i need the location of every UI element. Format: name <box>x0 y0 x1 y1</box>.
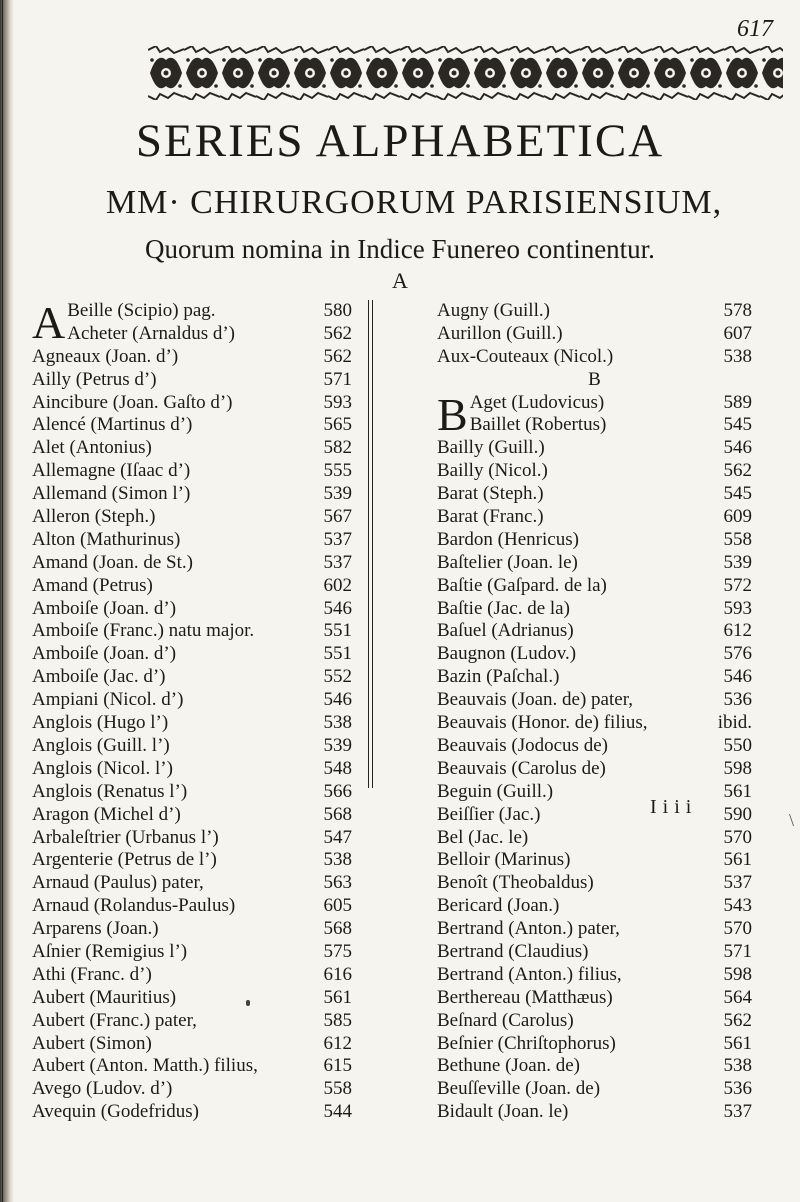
entry-page: 550 <box>723 734 752 756</box>
entry-page: 602 <box>323 574 352 596</box>
entry-name: Amboiſe (Joan. d’) <box>32 597 177 619</box>
entry-name: Aubert (Simon) <box>32 1032 152 1054</box>
entry-page: 544 <box>323 1101 352 1123</box>
entry-name: Berthereau (Matthæus) <box>437 986 613 1008</box>
entry-name: Anglois (Nicol. l’) <box>32 757 173 779</box>
entry-name: Barat (Steph.) <box>437 483 544 505</box>
index-entry <box>437 483 752 506</box>
index-entry <box>32 506 352 529</box>
section-letter-b: B <box>588 368 601 390</box>
entry-name: Anglois (Guill. l’) <box>32 734 170 756</box>
entry-page: 568 <box>323 918 352 940</box>
entry-page: 576 <box>723 643 752 665</box>
column-rule <box>368 300 369 788</box>
entry-page: 562 <box>323 322 352 344</box>
index-entry <box>437 552 752 575</box>
index-entry <box>32 598 352 621</box>
index-entry <box>32 346 352 369</box>
entry-page: 571 <box>323 368 352 390</box>
entry-name: Beſnard (Carolus) <box>437 1009 574 1031</box>
ornament-band <box>148 46 783 100</box>
entry-name: Baſtie (Jac. de la) <box>437 597 570 619</box>
index-entry <box>437 620 752 643</box>
entry-page: 568 <box>323 803 352 825</box>
entry-page: 578 <box>723 300 752 321</box>
entry-name: Beuſſeville (Joan. de) <box>437 1078 601 1100</box>
entry-page: 548 <box>323 757 352 779</box>
entry-name: Beſnier (Chriſtophorus) <box>437 1032 616 1054</box>
entry-name: Bel (Jac. le) <box>437 826 529 848</box>
entry-page: 545 <box>723 414 752 436</box>
index-entry <box>32 529 352 552</box>
entry-name: Aubert (Anton. Matth.) filius, <box>32 1055 258 1077</box>
entry-name: Aubert (Mauritius) <box>32 986 177 1008</box>
index-entry <box>32 872 352 895</box>
index-entry <box>437 575 752 598</box>
entry-page: 609 <box>723 506 752 528</box>
index-entry <box>32 827 352 850</box>
entry-page: 607 <box>723 322 752 344</box>
entry-page: 605 <box>323 895 352 917</box>
entry-name: Bertrand (Anton.) filius, <box>437 963 622 985</box>
entry-page: 563 <box>323 872 352 894</box>
index-entry <box>437 346 752 369</box>
entry-name: Amboiſe (Franc.) natu major. <box>32 620 255 642</box>
entry-page: 539 <box>723 551 752 573</box>
entry-name: Argenterie (Petrus de l’) <box>32 849 217 871</box>
index-entry <box>437 643 752 666</box>
index-entry <box>437 758 752 781</box>
index-entry <box>437 849 752 872</box>
entry-page: 537 <box>723 872 752 894</box>
index-entry <box>437 666 752 689</box>
page-subtitle: MM· CHIRURGORUM PARISIENSIUM, <box>105 184 723 221</box>
index-entry <box>32 643 352 666</box>
index-entry <box>437 987 752 1010</box>
entry-name: Baugnon (Ludov.) <box>437 643 577 665</box>
entry-name: Bidault (Joan. le) <box>437 1101 569 1123</box>
drop-cap-a: A <box>32 297 66 348</box>
entry-name: Amand (Joan. de St.) <box>32 551 193 573</box>
index-entry <box>32 1055 352 1078</box>
entry-name: Beiſſier (Jac.) <box>437 803 541 825</box>
entry-page: 538 <box>723 345 752 367</box>
entry-page: 566 <box>323 780 352 802</box>
index-entry <box>437 323 752 346</box>
entry-page: 537 <box>723 1101 752 1123</box>
entry-page: 539 <box>323 483 352 505</box>
entry-name: Beille (Scipio) pag. <box>67 300 216 321</box>
right-first-entry <box>437 388 752 440</box>
index-entry <box>437 300 752 323</box>
index-entry <box>437 437 752 460</box>
entry-page: 555 <box>323 460 352 482</box>
entry-page: 598 <box>723 963 752 985</box>
signature-mark: Iiii <box>650 796 698 818</box>
index-entry <box>437 506 752 529</box>
entry-page: 546 <box>723 437 752 459</box>
left-column <box>32 297 352 1124</box>
entry-name: Baſtie (Gaſpard. de la) <box>437 574 607 596</box>
margin-mark: \ <box>789 810 795 830</box>
index-entry <box>437 872 752 895</box>
entry-page: 616 <box>323 963 352 985</box>
entry-page: 561 <box>723 849 752 871</box>
book-spine-edge <box>2 0 3 1202</box>
index-entry <box>32 712 352 735</box>
index-entry <box>437 941 752 964</box>
index-entry <box>437 689 752 712</box>
entry-page: 536 <box>723 1078 752 1100</box>
entry-name: Bailly (Guill.) <box>437 437 545 459</box>
entry-name: Anglois (Hugo l’) <box>32 712 169 734</box>
entry-name: Aubert (Franc.) pater, <box>32 1009 197 1031</box>
entry-page: 612 <box>723 620 752 642</box>
entry-page: 551 <box>323 643 352 665</box>
entry-name: Arparens (Joan.) <box>32 918 159 940</box>
entry-name: Arbaleſtrier (Urbanus l’) <box>32 826 219 848</box>
page-intro: Quorum nomina in Indice Funereo continentur. <box>145 234 655 264</box>
left-first-entry <box>32 297 352 348</box>
entry-page: 538 <box>323 849 352 871</box>
entry-name: Aſnier (Remigius l’) <box>32 940 188 962</box>
entry-name: Beauvais (Joan. de) pater, <box>437 689 634 711</box>
entry-page: 558 <box>723 528 752 550</box>
column-rule <box>372 300 373 788</box>
entry-page: 561 <box>723 1032 752 1054</box>
index-entry <box>437 712 752 735</box>
entry-page: 585 <box>323 1009 352 1031</box>
entry-page: 558 <box>323 1078 352 1100</box>
entry-name: Amboiſe (Joan. d’) <box>32 643 177 665</box>
entry-page: 551 <box>323 620 352 642</box>
entry-name: Bericard (Joan.) <box>437 895 560 917</box>
entry-name: Allemand (Simon l’) <box>32 483 191 505</box>
entry-name: Allemagne (Iſaac d’) <box>32 460 191 482</box>
entry-name: Acheter (Arnaldus d’) <box>67 322 235 344</box>
entry-name: Beauvais (Honor. de) filius, <box>437 712 648 734</box>
entry-page: 538 <box>323 712 352 734</box>
entry-page: 543 <box>723 895 752 917</box>
entry-name: Arnaud (Paulus) pater, <box>32 872 204 894</box>
entry-name: Beguin (Guill.) <box>437 780 554 802</box>
entry-name: Beauvais (Carolus de) <box>437 757 606 779</box>
entry-page: 546 <box>323 689 352 711</box>
entry-page: 567 <box>323 506 352 528</box>
ink-speck <box>246 1000 250 1006</box>
index-entry <box>437 598 752 621</box>
entry-name: Alet (Antonius) <box>32 437 152 459</box>
page-number: 617 <box>737 16 773 42</box>
entry-page: 538 <box>723 1055 752 1077</box>
index-entry <box>437 460 752 483</box>
entry-page: 561 <box>723 780 752 802</box>
entry-page: 545 <box>723 483 752 505</box>
index-entry <box>437 1010 752 1033</box>
entry-name: Aux-Couteaux (Nicol.) <box>437 345 614 367</box>
entry-name: Bertrand (Anton.) pater, <box>437 918 620 940</box>
entry-page: 565 <box>323 414 352 436</box>
entry-name: Baſuel (Adrianus) <box>437 620 574 642</box>
index-entry <box>32 689 352 712</box>
entry-name: Beauvais (Jodocus de) <box>437 734 608 756</box>
index-entry <box>32 918 352 941</box>
entry-name: Benoît (Theobaldus) <box>437 872 594 894</box>
entry-page: 536 <box>723 689 752 711</box>
entry-page: 570 <box>723 826 752 848</box>
entry-page: 593 <box>723 597 752 619</box>
entry-page: 589 <box>723 391 752 413</box>
entry-page: 598 <box>723 757 752 779</box>
entry-name: Alleron (Steph.) <box>32 506 156 528</box>
entry-page: 547 <box>323 826 352 848</box>
drop-cap-b: B <box>437 388 468 440</box>
entry-page: 564 <box>723 986 752 1008</box>
index-entry <box>32 1010 352 1033</box>
entry-name: Bailly (Nicol.) <box>437 460 548 482</box>
index-entry <box>437 529 752 552</box>
entry-page: 539 <box>323 734 352 756</box>
entry-page: 562 <box>323 345 352 367</box>
entry-name: Barat (Franc.) <box>437 506 544 528</box>
index-entry <box>32 1033 352 1056</box>
entry-page: 537 <box>323 528 352 550</box>
entry-page: 552 <box>323 666 352 688</box>
entry-page: 546 <box>723 666 752 688</box>
index-entry <box>32 369 352 392</box>
entry-name: Amand (Petrus) <box>32 574 153 596</box>
index-entry <box>32 460 352 483</box>
index-entry <box>32 666 352 689</box>
entry-name: Aurillon (Guill.) <box>437 322 563 344</box>
index-entry <box>437 1033 752 1056</box>
index-entry <box>32 392 352 415</box>
index-entry <box>32 987 352 1010</box>
index-entry <box>32 804 352 827</box>
index-entry <box>32 895 352 918</box>
entry-name: Bethune (Joan. de) <box>437 1055 580 1077</box>
index-entry <box>32 414 352 437</box>
entry-page: 537 <box>323 551 352 573</box>
entry-name: Belloir (Marinus) <box>437 849 571 871</box>
right-column <box>437 300 752 1124</box>
entry-name: Ailly (Petrus d’) <box>32 368 157 390</box>
entry-name: Ampiani (Nicol. d’) <box>32 689 184 711</box>
entry-page: 561 <box>323 986 352 1008</box>
entry-name: Avego (Ludov. d’) <box>32 1078 173 1100</box>
right-entry-list-b <box>437 437 752 1124</box>
entry-name: Aincibure (Joan. Gaſto d’) <box>32 391 233 413</box>
index-entry <box>32 735 352 758</box>
entry-page: 572 <box>723 574 752 596</box>
index-entry <box>437 895 752 918</box>
entry-page: 562 <box>723 460 752 482</box>
entry-page: 570 <box>723 918 752 940</box>
ornament-band-graphic <box>148 46 783 100</box>
index-entry <box>32 483 352 506</box>
entry-page: ibid. <box>717 712 752 734</box>
index-entry <box>437 735 752 758</box>
right-entry-list-a <box>437 300 752 369</box>
entry-name: Agneaux (Joan. d’) <box>32 345 179 367</box>
entry-name: Athi (Franc. d’) <box>32 963 152 985</box>
entry-name: Baillet (Robertus) <box>469 414 607 436</box>
index-entry <box>32 849 352 872</box>
entry-page: 582 <box>323 437 352 459</box>
entry-page: 615 <box>323 1055 352 1077</box>
index-entry <box>32 758 352 781</box>
entry-page: 562 <box>723 1009 752 1031</box>
index-entry <box>32 620 352 643</box>
left-entry-list <box>32 346 352 1124</box>
entry-name: Baſtelier (Joan. le) <box>437 551 578 573</box>
entry-name: Amboiſe (Jac. d’) <box>32 666 166 688</box>
entry-name: Arnaud (Rolandus-Paulus) <box>32 895 236 917</box>
index-entry <box>32 964 352 987</box>
index-entry <box>32 437 352 460</box>
entry-name: Alton (Mathurinus) <box>32 528 181 550</box>
entry-name: Alencé (Martinus d’) <box>32 414 193 436</box>
index-entry <box>32 941 352 964</box>
section-letter-a: A <box>392 268 408 293</box>
entry-name: Bazin (Paſchal.) <box>437 666 560 688</box>
index-entry <box>32 575 352 598</box>
index-entry <box>437 964 752 987</box>
entry-page: 580 <box>323 300 352 321</box>
index-entry <box>437 804 752 827</box>
entry-page: 590 <box>723 803 752 825</box>
entry-name: Aget (Ludovicus) <box>469 391 605 413</box>
index-entry <box>437 918 752 941</box>
index-entry <box>32 781 352 804</box>
entry-page: 571 <box>723 940 752 962</box>
page-title: SERIES ALPHABETICA <box>135 115 665 167</box>
index-entry <box>437 1101 752 1124</box>
index-entry <box>437 1055 752 1078</box>
entry-page: 575 <box>323 940 352 962</box>
index-entry <box>32 552 352 575</box>
entry-page: 612 <box>323 1032 352 1054</box>
entry-name: Avequin (Godefridus) <box>32 1101 199 1123</box>
entry-page: 593 <box>323 391 352 413</box>
index-entry <box>437 827 752 850</box>
entry-page: 546 <box>323 597 352 619</box>
entry-name: Aragon (Michel d’) <box>32 803 181 825</box>
entry-name: Bardon (Henricus) <box>437 528 579 550</box>
entry-name: Bertrand (Claudius) <box>437 940 589 962</box>
index-entry <box>437 781 752 804</box>
index-entry <box>32 1078 352 1101</box>
entry-name: Anglois (Renatus l’) <box>32 780 188 802</box>
entry-name: Augny (Guill.) <box>437 300 550 321</box>
index-entry <box>437 1078 752 1101</box>
index-entry <box>32 1101 352 1124</box>
